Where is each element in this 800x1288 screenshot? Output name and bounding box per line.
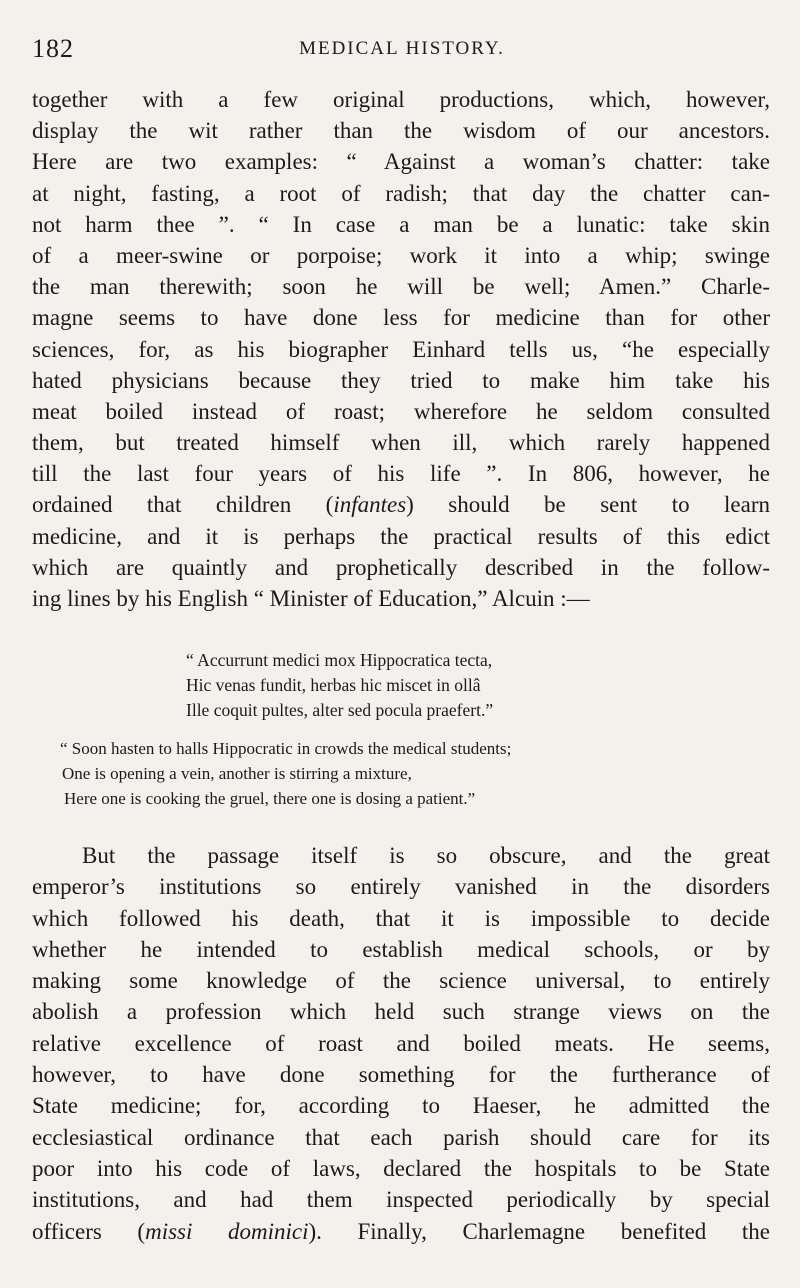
verse-line: Hic venas fundit, herbas hic miscet in ollâ <box>186 675 481 695</box>
verse-line: “ Soon hasten to halls Hippocratic in crowds the medical students; <box>60 739 512 758</box>
text-line: till the last four years of his life ”. In 806, however, he <box>32 461 770 487</box>
verse-line: Ille coquit pultes, alter sed pocula praefert.” <box>186 700 494 720</box>
text-segment: ). Finally, Charlemagne benefited the <box>308 1218 770 1244</box>
text-line: the man therewith; soon he will be well; Amen.” Charle- <box>32 274 770 300</box>
text-line: hated physicians because they tried to make him take his <box>32 367 770 393</box>
text-line: But the passage itself is so obscure, and the great <box>82 843 770 868</box>
italic-term: missi dominici <box>145 1218 309 1244</box>
text-line: medicine, and it is perhaps the practical results of this edict <box>32 523 770 549</box>
text-line: which are quaintly and prophetically described in the follow- <box>32 554 770 580</box>
verse-line: One is opening a vein, another is stirring a mixture, <box>62 764 412 783</box>
text-line: making some knowledge of the science universal, to entirely <box>32 968 770 994</box>
text-line: not harm thee ”. “ In case a man be a lunatic: take skin <box>32 211 770 237</box>
text-line: however, to have done something for the furtherance of <box>32 1062 770 1088</box>
page-number: 182 <box>32 34 74 63</box>
text-segment: ) should be sent to learn <box>406 492 770 518</box>
page-header <box>32 34 772 68</box>
text-line: ing lines by his English “ Minister of Education,” Alcuin :— <box>32 586 590 611</box>
text-line: poor into his code of laws, declared the hospitals to be State <box>32 1155 770 1181</box>
text-line: sciences, for, as his biographer Einhard tells us, “he especially <box>32 336 770 362</box>
verse-line: Here one is cooking the gruel, there one is dosing a patient.” <box>64 789 476 808</box>
text-line: them, but treated himself when ill, which rarely happened <box>32 430 770 456</box>
text-line: together with a few original productions, which, however, <box>32 87 770 112</box>
latin-verse <box>186 648 746 723</box>
verse-line: “ Accurrunt medici mox Hippocratica tecta, <box>186 650 493 670</box>
text-line-missi-dominici <box>32 1216 770 1247</box>
text-segment: officers ( <box>32 1218 146 1244</box>
text-line: which followed his death, that it is impossible to decide <box>32 905 770 931</box>
italic-term: infantes <box>333 492 407 518</box>
text-line: relative excellence of roast and boiled meats. He seems, <box>32 1030 770 1056</box>
text-line: magne seems to have done less for medicine than for other <box>32 305 770 331</box>
text-segment: ordained that children ( <box>32 492 334 518</box>
text-line: whether he intended to establish medical schools, or by <box>32 936 770 962</box>
text-line-infantes <box>32 489 770 520</box>
text-line: display the wit rather than the wisdom of our ancestors. <box>32 118 770 144</box>
text-line: at night, fasting, a root of radish; that day the chatter can- <box>32 180 770 206</box>
paragraph-1 <box>32 84 770 614</box>
text-line: ecclesiastical ordinance that each parish should care for its <box>32 1124 770 1150</box>
text-line: of a meer-swine or porpoise; work it into a whip; swinge <box>32 242 770 268</box>
english-verse <box>60 736 780 811</box>
text-line: State medicine; for, according to Haeser, he admitted the <box>32 1093 770 1119</box>
text-line: abolish a profession which held such strange views on the <box>32 999 770 1025</box>
text-line: Here are two examples: “ Against a woman’s chatter: take <box>32 149 770 175</box>
text-line: emperor’s institutions so entirely vanished in the disorders <box>32 874 770 900</box>
text-line: meat boiled instead of roast; wherefore he seldom consulted <box>32 398 770 424</box>
text-line: institutions, and had them inspected periodically by special <box>32 1187 770 1213</box>
paragraph-2 <box>32 840 770 1247</box>
running-head: MEDICAL HISTORY. <box>299 38 505 59</box>
